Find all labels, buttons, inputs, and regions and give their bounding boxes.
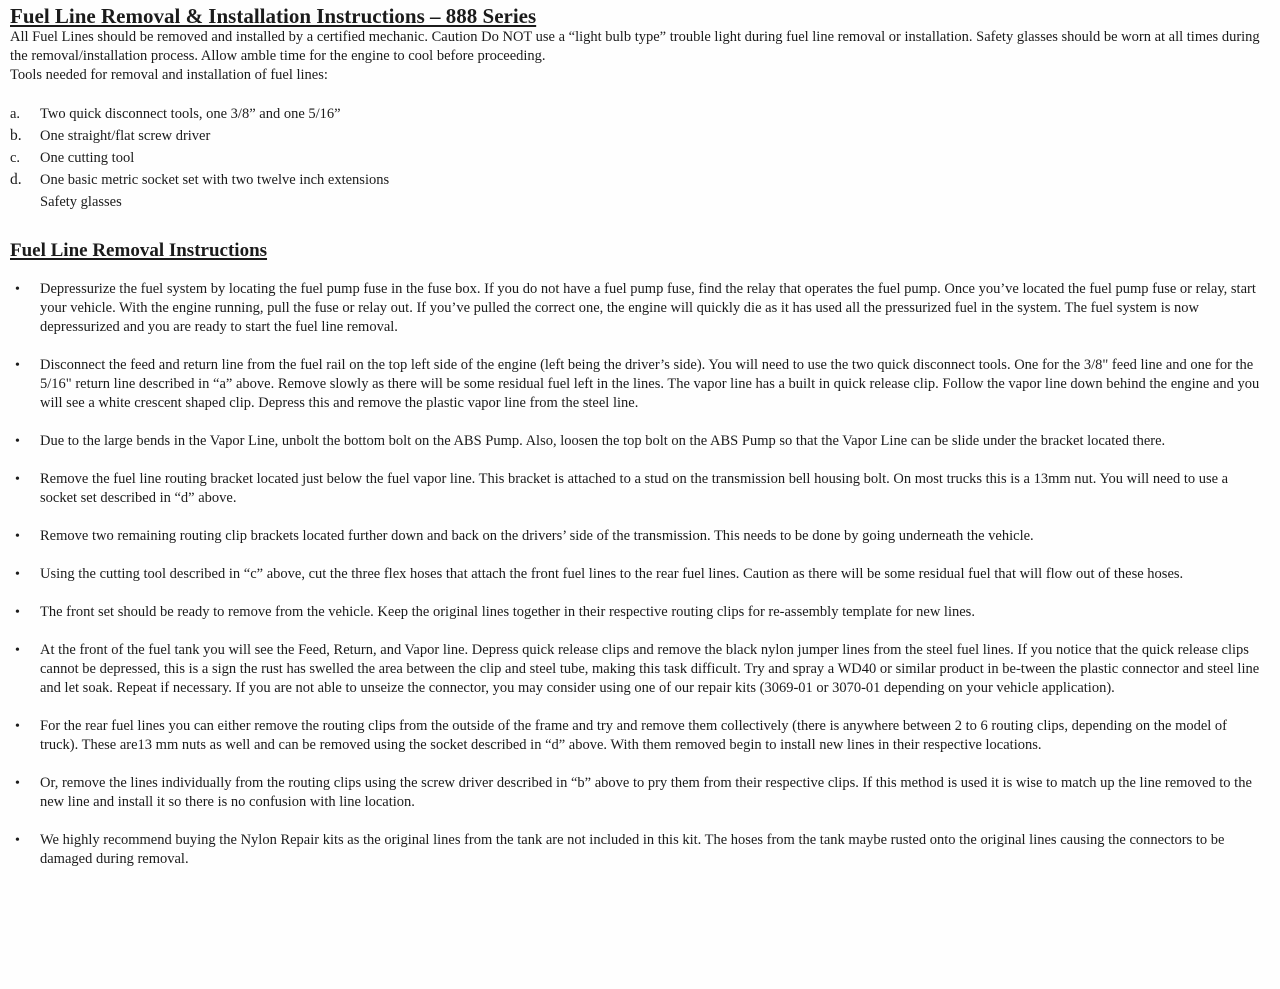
bullet-icon	[10, 280, 40, 337]
instruction-item	[10, 603, 1267, 622]
bullet-icon	[10, 356, 40, 413]
instruction-item	[10, 470, 1267, 508]
intro-paragraph: All Fuel Lines should be removed and installed by a certified mechanic. Caution Do NOT use a “light bulb type” trouble light during fuel line removal or installation. Safety glasses should be worn at all times during the removal/installation process. Allow amble time for the engine to cool before proceeding.	[10, 29, 1260, 64]
instruction-text: Disconnect the feed and return line from the fuel rail on the top left side of the engine (left being the driver’s side). You will need to use the two quick disconnect tools. One for the 3/8" feed line and one for the 5/16" return line described in “a” above. Remove slowly as there will be some residual fuel left in the lines. The vapor line has a built in quick release clip. Follow the vapor line down behind the engine and you will see a white crescent shaped clip. Depress this and remove the plastic vapor line from the steel line.	[40, 357, 1260, 411]
instruction-item	[10, 356, 1267, 413]
tool-marker: d.	[10, 171, 22, 188]
instruction-item	[10, 565, 1267, 584]
bullet-icon	[10, 774, 40, 812]
bullet-icon	[10, 470, 40, 508]
tool-item	[10, 103, 1267, 125]
instruction-text: For the rear fuel lines you can either remove the routing clips from the outside of the frame and try and remove them collectively (there is anywhere between 2 to 6 routing clips, depending on the model of truck). These are13 mm nuts as well and can be removed using the socket described in “d” above. With them removed begin to install new lines in their respective locations.	[40, 718, 1228, 753]
instruction-text: Due to the large bends in the Vapor Line, unbolt the bottom bolt on the ABS Pump. Also, loosen the top bolt on the ABS Pump so that the Vapor Line can be slide under the bracket located there.	[40, 433, 1166, 449]
instruction-item	[10, 831, 1267, 869]
bullet-icon	[10, 603, 40, 622]
bullet-icon	[10, 527, 40, 546]
tool-item	[10, 125, 1267, 147]
section-heading: Fuel Line Removal Instructions	[10, 240, 268, 261]
instruction-text: Or, remove the lines individually from the routing clips using the screw driver described in “b” above to pry them from their respective clips. If this method is used it is wise to match up the line removed to the new line and install it so there is no confusion with line location.	[40, 775, 1252, 810]
tools-intro: Tools needed for removal and installation of fuel lines:	[10, 67, 328, 83]
tool-text-continuation: Safety glasses	[40, 194, 122, 210]
tool-item	[10, 147, 1267, 169]
instruction-item	[10, 641, 1267, 698]
instruction-text: At the front of the fuel tank you will see the Feed, Return, and Vapor line. Depress quick release clips and remove the black nylon jumper lines from the steel fuel lines. If you notice that the quick release clips cannot be depressed, this is a sign the rust has swelled the area between the clip and steel tube, making this task difficult. Try and spray a WD40 or similar product in be-tween the plastic connector and steel line and let soak. Repeat if necessary. If you are not able to unseize the connector, you may consider using one of our repair kits (3069-01 or 3070-01 depending on your vehicle application).	[40, 642, 1260, 696]
tools-list	[10, 103, 1267, 213]
tool-item	[10, 169, 1267, 213]
tool-text	[40, 169, 1267, 213]
bullet-icon	[10, 565, 40, 584]
instruction-text: Depressurize the fuel system by locating the fuel pump fuse in the fuse box. If you do not have a fuel pump fuse, find the relay that operates the fuel pump. Once you’ve located the fuel pump fuse or relay, start your vehicle. With the engine running, pull the fuse or relay out. If you’ve pulled the correct one, the engine will quickly die as it has used all the pressurized fuel in the system. The fuel system is now depressurized and you are ready to start the fuel line removal.	[40, 281, 1256, 335]
document-title: Fuel Line Removal & Installation Instructions – 888 Series	[10, 4, 537, 28]
tool-text: Two quick disconnect tools, one 3/8” and one 5/16”	[40, 106, 341, 122]
instruction-item	[10, 527, 1267, 546]
instruction-item	[10, 432, 1267, 451]
instruction-item	[10, 774, 1267, 812]
tool-text: One straight/flat screw driver	[40, 128, 211, 144]
instruction-text: Using the cutting tool described in “c” above, cut the three flex hoses that attach the front fuel lines to the rear fuel lines. Caution as there will be some residual fuel that will flow out of these hoses.	[40, 566, 1184, 582]
bullet-icon	[10, 831, 40, 869]
instruction-text: We highly recommend buying the Nylon Repair kits as the original lines from the tank are not included in this kit. The hoses from the tank maybe rusted onto the original lines causing the connectors to be damaged during removal.	[40, 832, 1225, 867]
tool-text: One cutting tool	[40, 150, 135, 166]
instruction-text: The front set should be ready to remove from the vehicle. Keep the original lines together in their respective routing clips for re-assembly template for new lines.	[40, 604, 975, 620]
instruction-text: Remove the fuel line routing bracket located just below the fuel vapor line. This bracket is attached to a stud on the transmission bell housing bolt. On most trucks this is a 13mm nut. You will need to use a socket set described in “d” above.	[40, 471, 1229, 506]
tool-marker: a.	[10, 106, 21, 122]
tool-text-line: One basic metric socket set with two twelve inch extensions	[40, 172, 390, 188]
instruction-item	[10, 717, 1267, 755]
instruction-list	[10, 280, 1267, 869]
bullet-icon	[10, 717, 40, 755]
bullet-icon	[10, 641, 40, 698]
bullet-icon	[10, 432, 40, 451]
instruction-text: Remove two remaining routing clip brackets located further down and back on the drivers’ side of the transmission. This needs to be done by going underneath the vehicle.	[40, 528, 1034, 544]
instruction-item	[10, 280, 1267, 337]
tool-marker: b.	[10, 127, 22, 144]
tool-marker: c.	[10, 150, 21, 166]
